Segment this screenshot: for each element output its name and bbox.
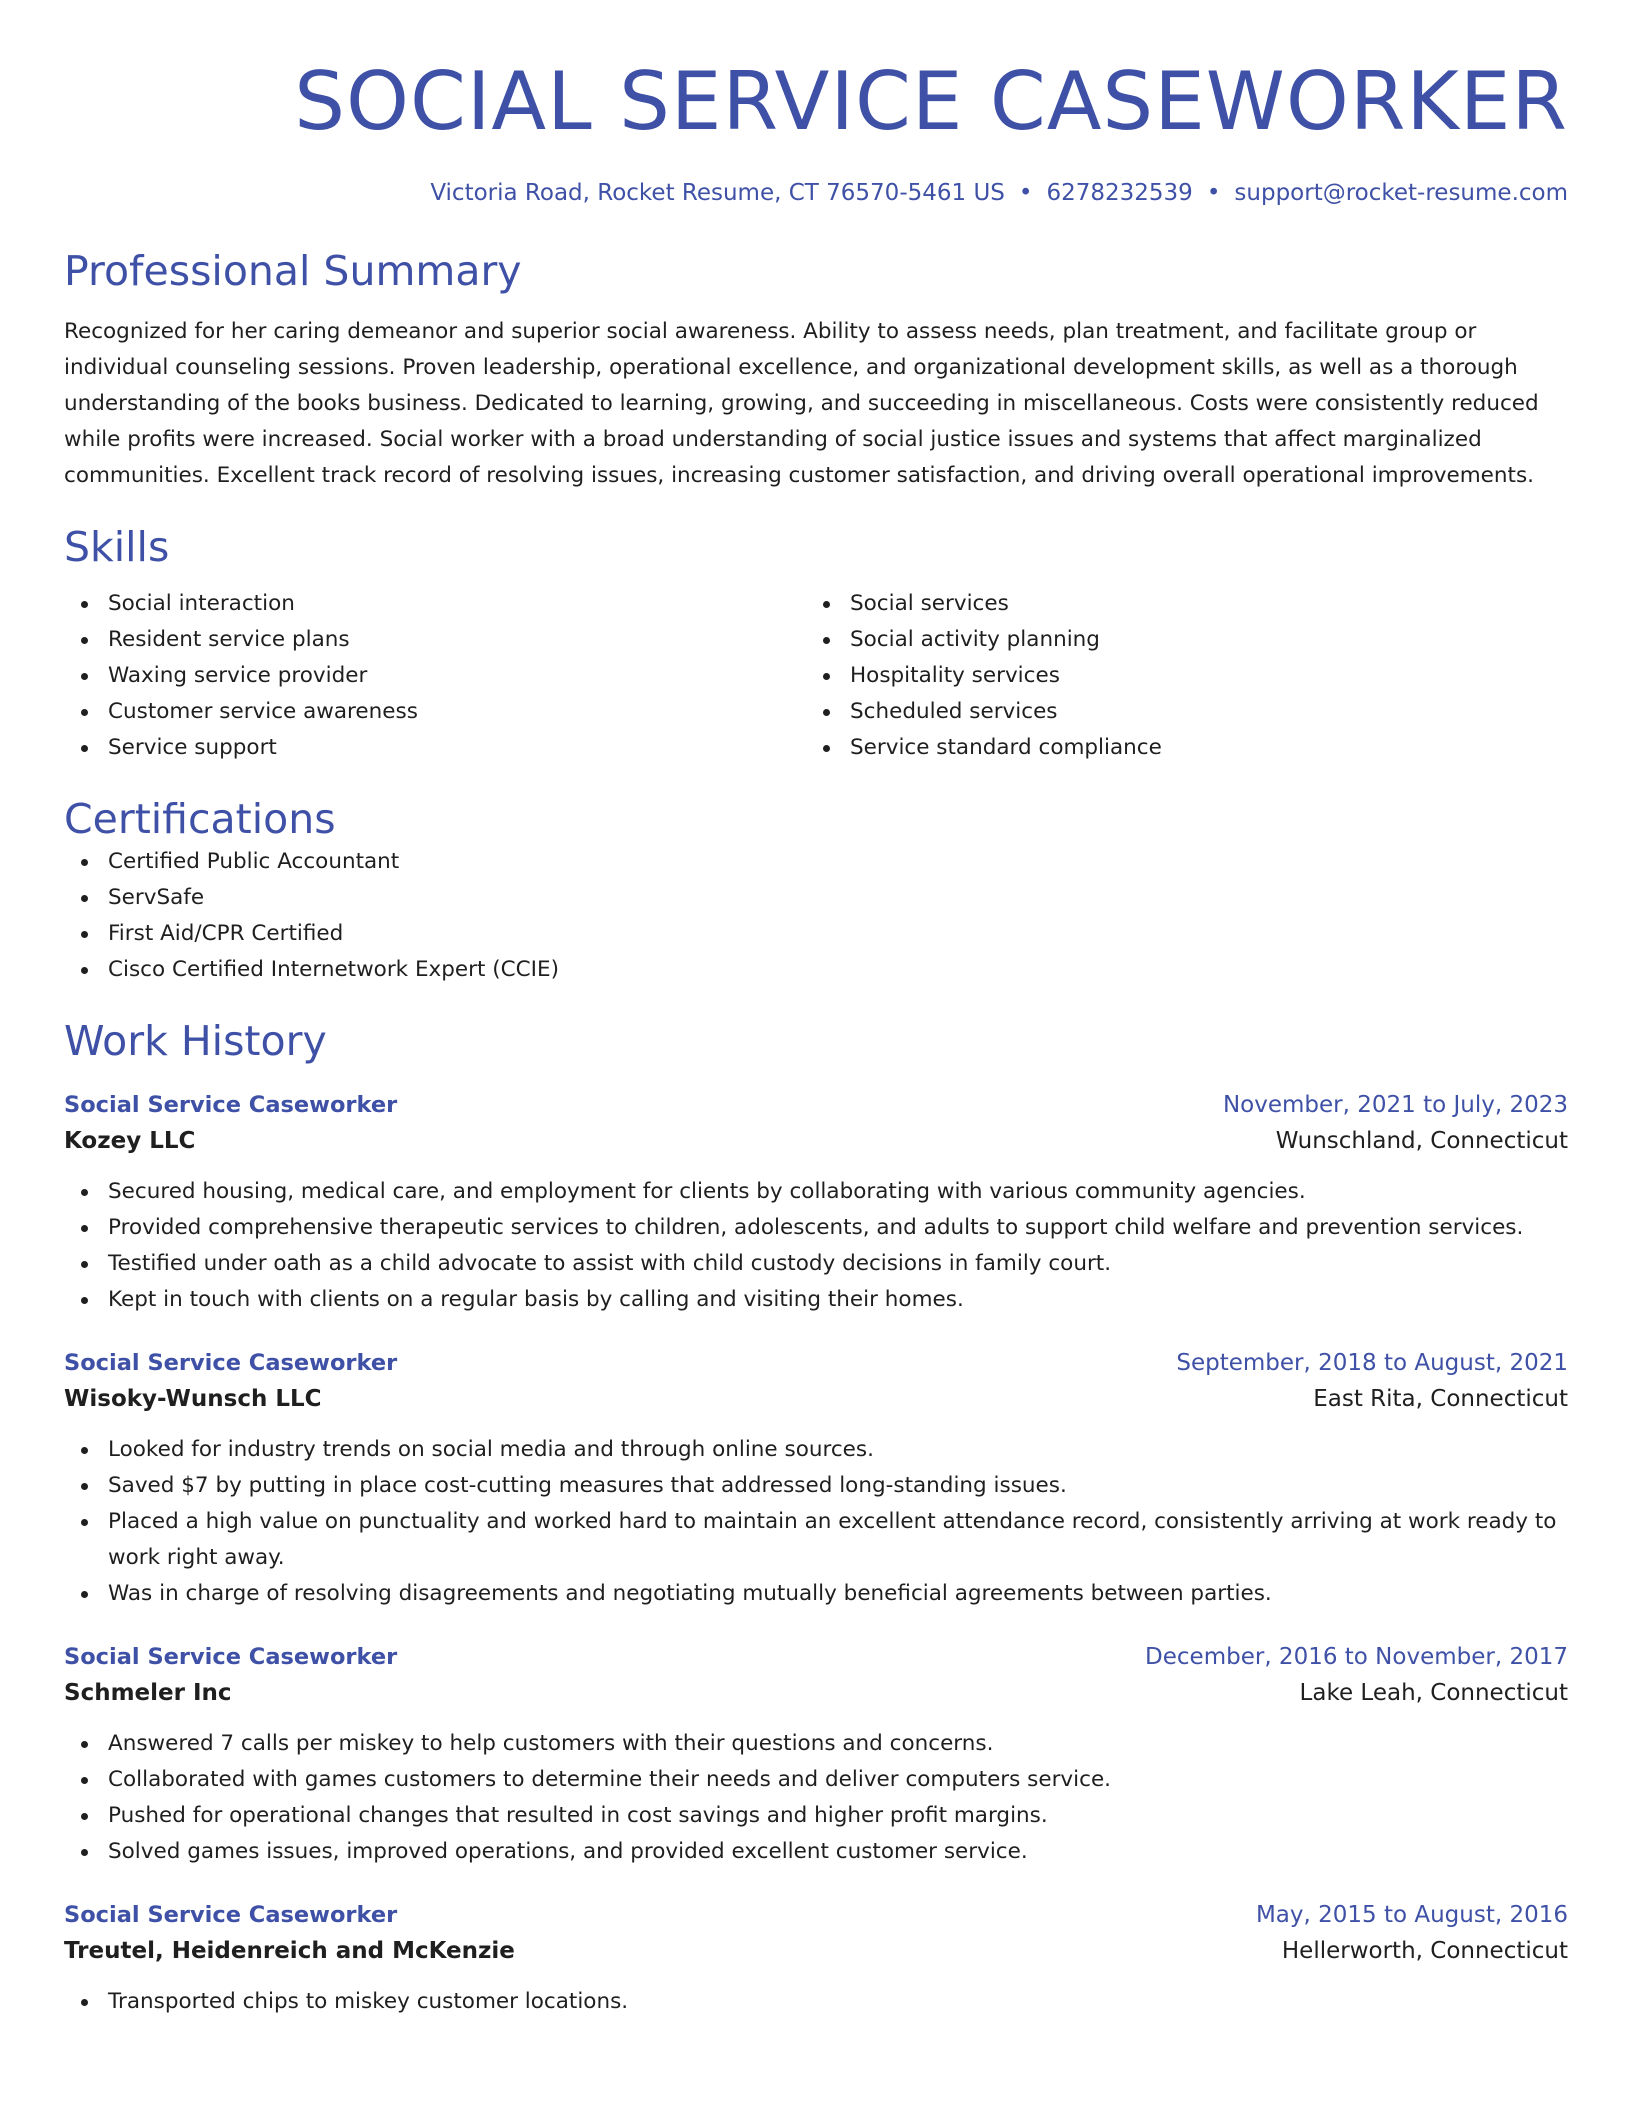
job-bullet: Kept in touch with clients on a regular basis by calling and visiting their homes. — [64, 1282, 1568, 1318]
job-role-row — [64, 1088, 1568, 1122]
job-entry — [64, 1088, 1568, 1318]
resume-header — [64, 0, 1568, 208]
summary-heading: Professional Summary — [64, 247, 522, 295]
summary-text: Recognized for her caring demeanor and superior social awareness. Ability to assess needs, plan treatment, and facilitate group or individual counseling sessions. Proven leadership, operational excellence, and organizational development skills, as well as a thorough understanding of the books business. Dedicated to learning, growing, and succeeding in miscellaneous. Costs were consistently reduced while profits were increased. Social worker with a broad understanding of social justice issues and systems that affect marginalized communities. Excellent track record of resolving issues, increasing customer satisfaction, and driving overall operational improvements. — [64, 319, 1539, 488]
skill-item: Resident service plans — [64, 622, 806, 658]
job-bullet: Looked for industry trends on social media and through online sources. — [64, 1432, 1568, 1468]
job-company: Treutel, Heidenreich and McKenzie — [64, 1938, 515, 1964]
job-bullet: Placed a high value on punctuality and worked hard to maintain an excellent attendance record, consistently arriving at work ready to work right away. — [64, 1504, 1568, 1576]
certification-item: Cisco Certified Internetwork Expert (CCIE) — [64, 952, 1568, 988]
skill-item: Hospitality services — [806, 658, 1548, 694]
job-company: Wisoky-Wunsch LLC — [64, 1386, 322, 1412]
job-bullets — [64, 1432, 1568, 1612]
job-entry — [64, 1640, 1568, 1870]
job-bullet: Was in charge of resolving disagreements and negotiating mutually beneficial agreements between parties. — [64, 1576, 1568, 1612]
job-dates: September, 2018 to August, 2021 — [1176, 1350, 1568, 1376]
skill-item: Social services — [806, 586, 1548, 622]
job-role: Social Service Caseworker — [64, 1644, 398, 1670]
work-history-heading: Work History — [64, 1017, 327, 1065]
contact-email: support@rocket-resume.com — [1234, 180, 1568, 206]
contact-separator: • — [1018, 180, 1033, 206]
job-role-row — [64, 1898, 1568, 1932]
contact-separator: • — [1206, 180, 1221, 206]
job-company-row — [64, 1674, 1568, 1712]
job-role-row — [64, 1640, 1568, 1674]
contact-address: Victoria Road, Rocket Resume, CT 76570-5461 US — [430, 180, 1005, 206]
job-dates: May, 2015 to August, 2016 — [1255, 1902, 1568, 1928]
job-entry — [64, 1898, 1568, 2020]
job-role: Social Service Caseworker — [64, 1350, 398, 1376]
job-role: Social Service Caseworker — [64, 1902, 398, 1928]
job-bullets — [64, 1726, 1568, 1870]
job-dates: November, 2021 to July, 2023 — [1222, 1092, 1568, 1118]
skill-item: Service standard compliance — [806, 730, 1548, 766]
job-bullet: Collaborated with games customers to determine their needs and deliver computers service. — [64, 1762, 1568, 1798]
skill-item: Social interaction — [64, 586, 806, 622]
job-bullet: Secured housing, medical care, and employment for clients by collaborating with various community agencies. — [64, 1174, 1568, 1210]
skill-item: Customer service awareness — [64, 694, 806, 730]
skills-heading: Skills — [64, 523, 170, 571]
job-location: Lake Leah, Connecticut — [1299, 1680, 1568, 1706]
contact-line — [64, 178, 1568, 208]
skill-item: Service support — [64, 730, 806, 766]
job-location: East Rita, Connecticut — [1313, 1386, 1568, 1412]
job-company-row — [64, 1380, 1568, 1418]
resume-title: SOCIAL SERVICE CASEWORKER — [294, 55, 1568, 148]
job-bullets — [64, 1174, 1568, 1318]
job-role: Social Service Caseworker — [64, 1092, 398, 1118]
skills-columns — [64, 586, 1568, 766]
job-bullet: Answered 7 calls per miskey to help customers with their questions and concerns. — [64, 1726, 1568, 1762]
job-role-row — [64, 1346, 1568, 1380]
job-bullet: Transported chips to miskey customer locations. — [64, 1984, 1568, 2020]
job-bullet: Solved games issues, improved operations, and provided excellent customer service. — [64, 1834, 1568, 1870]
skill-item: Scheduled services — [806, 694, 1548, 730]
skill-item: Social activity planning — [806, 622, 1548, 658]
certification-item: First Aid/CPR Certified — [64, 916, 1568, 952]
job-location: Wunschland, Connecticut — [1275, 1128, 1568, 1154]
job-company-row — [64, 1932, 1568, 1970]
certifications-heading: Certifications — [64, 795, 336, 843]
job-location: Hellerworth, Connecticut — [1281, 1938, 1568, 1964]
job-bullet: Saved $7 by putting in place cost-cutting measures that addressed long-standing issues. — [64, 1468, 1568, 1504]
certifications-list — [64, 844, 1568, 988]
job-company: Kozey LLC — [64, 1128, 196, 1154]
job-company-row — [64, 1122, 1568, 1160]
skills-right-list — [806, 586, 1548, 766]
job-entry — [64, 1346, 1568, 1612]
certification-item: ServSafe — [64, 880, 1568, 916]
job-company: Schmeler Inc — [64, 1680, 232, 1706]
job-bullet: Testified under oath as a child advocate to assist with child custody decisions in family court. — [64, 1246, 1568, 1282]
certification-item: Certified Public Accountant — [64, 844, 1568, 880]
job-bullet: Pushed for operational changes that resulted in cost savings and higher profit margins. — [64, 1798, 1568, 1834]
contact-phone: 6278232539 — [1046, 180, 1193, 206]
skills-left-list — [64, 586, 806, 766]
job-bullets — [64, 1984, 1568, 2020]
skill-item: Waxing service provider — [64, 658, 806, 694]
job-bullet: Provided comprehensive therapeutic services to children, adolescents, and adults to support child welfare and prevention services. — [64, 1210, 1568, 1246]
job-dates: December, 2016 to November, 2017 — [1145, 1644, 1568, 1670]
